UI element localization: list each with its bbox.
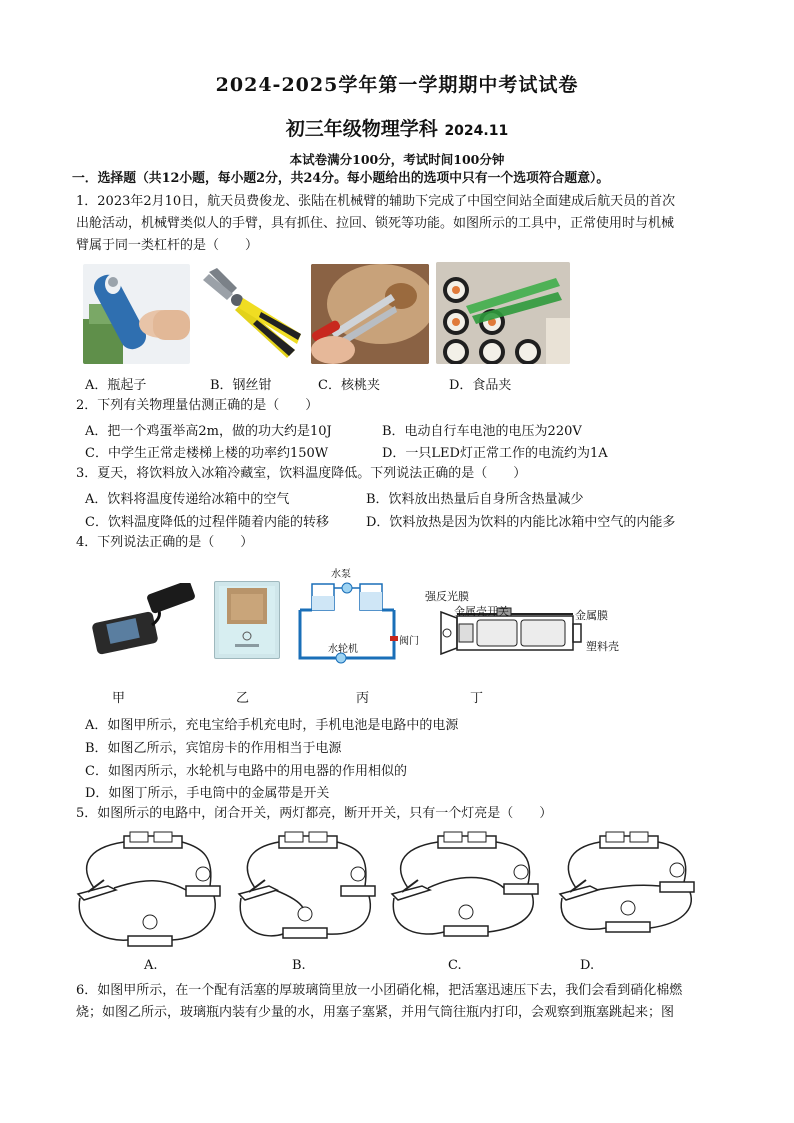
q3-option-b: B．饮料放出热量后自身所含热量减少 <box>366 492 584 507</box>
q6-line-1: 6．如图甲所示，在一个配有活塞的厚玻璃筒里放一小团硝化棉，把活塞迅速压下去，我们会看到硝化棉燃 <box>76 983 683 998</box>
metal-switch-label: 金属壳开关 <box>454 605 509 618</box>
q1-option-d: D．食品夹 <box>449 378 512 393</box>
food-tongs-image <box>436 262 570 364</box>
q4-option-c: C．如图丙所示，水轮机与电路中的用电器的作用相似的 <box>85 764 407 779</box>
section-heading: 一．选择题（共12小题，每小题2分，共24分。每小题给出的选项中只有一个选项符合题意）。 <box>72 171 610 186</box>
q3-option-a: A．饮料将温度传递给冰箱中的空气 <box>85 492 290 507</box>
q3-option-d: D．饮料放热是因为饮料的内能比冰箱中空气的内能多 <box>366 515 676 530</box>
q3-stem: 3．夏天，将饮料放入冰箱冷藏室，饮料温度降低。下列说法正确的是（ ） <box>76 466 527 481</box>
q5-stem: 5．如图所示的电路中，闭合开关，两灯都亮，断开开关，只有一个灯亮是（ ） <box>76 806 553 821</box>
q3-option-c: C．饮料温度降低的过程伴随着内能的转移 <box>85 515 329 530</box>
circuit-c-diagram <box>388 828 544 952</box>
reflector-label: 强反光膜 <box>425 590 469 603</box>
q1-line-1: 1．2023年2月10日，航天员费俊龙、张陆在机械臂的辅助下完成了中国空间站全面建成后航天员的首次 <box>76 194 676 209</box>
q1-line-2: 出舱活动，机械臂类似人的手臂，具有抓住、拉回、锁死等功能。如图所示的工具中，正常使用时与机械 <box>76 216 675 231</box>
hotel-card-image <box>214 581 280 659</box>
exam-note: 本试卷满分100分，考试时间100分钟 <box>289 152 505 167</box>
turbine-label: 水轮机 <box>328 644 358 655</box>
valve-label: 阀门 <box>399 636 419 647</box>
fig-label-jia: 甲 <box>112 691 126 706</box>
pump-label: 水泵 <box>331 569 351 580</box>
fig-label-bing: 丙 <box>356 691 370 706</box>
q1-option-c: C．核桃夹 <box>318 378 380 393</box>
circuit-d-diagram <box>556 828 698 952</box>
q4-option-a: A．如图甲所示，充电宝给手机充电时，手机电池是电路中的电源 <box>85 718 459 733</box>
subtitle-date: 2024.11 <box>444 123 509 139</box>
q4-option-d: D．如图丁所示，手电筒中的金属带是开关 <box>85 786 330 801</box>
q2-option-d: D．一只LED灯正常工作的电流约为1A <box>382 446 608 461</box>
q2-stem: 2．下列有关物理量估测正确的是（ ） <box>76 398 319 413</box>
q2-option-a: A．把一个鸡蛋举高2m，做的功大约是10J <box>85 424 332 439</box>
q4-stem: 4．下列说法正确的是（ ） <box>76 535 254 550</box>
circuit-label-b: B. <box>292 958 306 973</box>
q1-option-a: A．瓶起子 <box>85 378 147 393</box>
circuit-label-a: A. <box>144 958 158 973</box>
circuit-label-c: C. <box>448 958 462 973</box>
plastic-shell-label: 塑料壳 <box>586 640 619 653</box>
metal-film-label: 金属膜 <box>575 609 608 622</box>
fig-label-ding: 丁 <box>470 691 484 706</box>
exam-title: 2024-2025学年第一学期期中考试试卷 <box>215 74 579 96</box>
subtitle-text: 初三年级物理学科 <box>285 118 438 140</box>
circuit-b-diagram <box>235 828 381 952</box>
q4-option-b: B．如图乙所示，宾馆房卡的作用相当于电源 <box>85 741 342 756</box>
q1-option-b: B．钢丝钳 <box>210 378 272 393</box>
q1-line-3: 臂属于同一类杠杆的是（ ） <box>76 238 259 253</box>
q2-option-b: B．电动自行车电池的电压为220V <box>382 424 582 439</box>
bottle-opener-image <box>83 264 190 364</box>
fig-label-yi: 乙 <box>236 691 250 706</box>
nutcracker-image <box>311 264 429 364</box>
power-bank-phone-image <box>88 583 198 659</box>
q2-option-c: C．中学生正常走楼梯上楼的功率约150W <box>85 446 329 461</box>
q6-line-2: 烧；如图乙所示，玻璃瓶内装有少量的水，用塞子塞紧，并用气筒往瓶内打印，会观察到瓶塞跳起来；图 <box>76 1005 675 1020</box>
pliers-image <box>197 264 307 364</box>
exam-subtitle <box>0 114 794 141</box>
circuit-label-d: D. <box>580 958 595 973</box>
circuit-a-diagram <box>74 828 226 952</box>
